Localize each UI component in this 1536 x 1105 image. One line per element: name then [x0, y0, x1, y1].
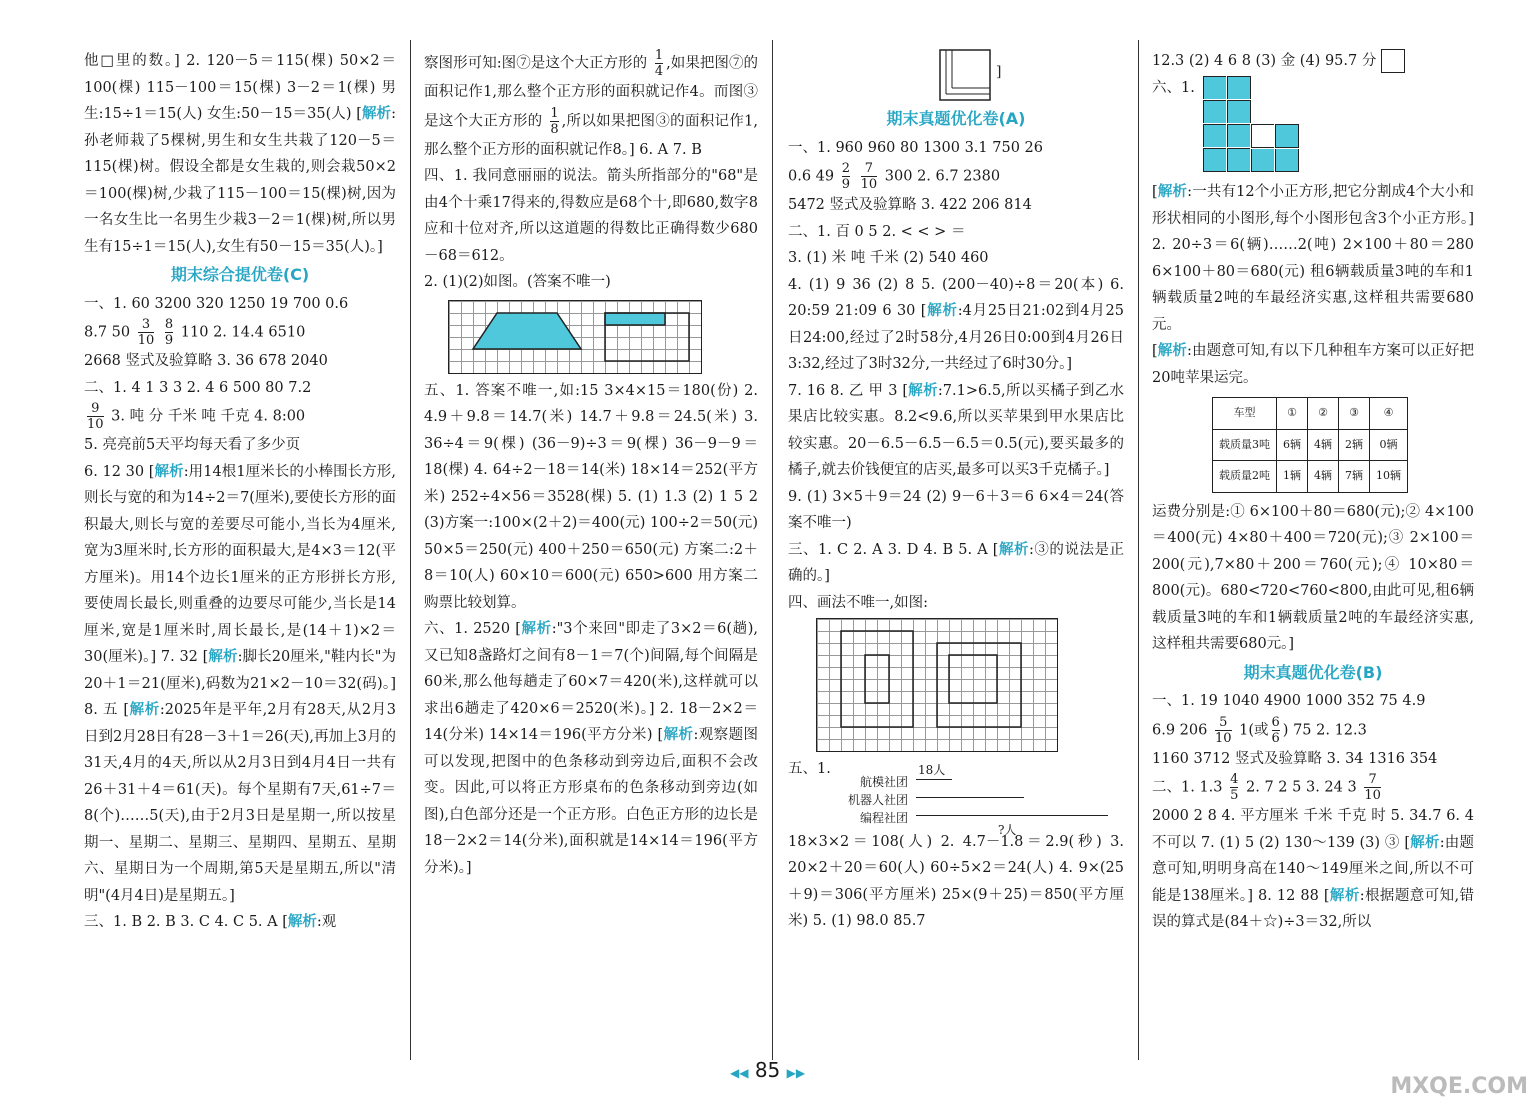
answer-text: 五、1.: [788, 761, 831, 777]
fraction: $\frac{7}{10}$: [860, 161, 878, 192]
table-cell: 10辆: [1370, 461, 1408, 493]
page-number: [730, 1058, 805, 1082]
fraction: $\frac{4}{5}$: [1230, 772, 1239, 803]
fraction: $\frac{2}{9}$: [841, 161, 851, 192]
checkbox-icon: [1381, 49, 1405, 73]
answer-text: 六、1. 2520 [解析:"3个来回"即走了3×2＝6(趟),又已知8盏路灯之间有8－1＝7(个)间隔,每个间隔是60米,那么他每趟走了60×7＝420(米),这样就可以求出6趟走了420×6＝2520(米)。] 2. 18－2×2＝14(分米) 14×14＝196(平方分米) [解析:观察题图可以发现,把图中的色条移动到旁边后,面积不会改变。因此,可以将正方形桌布的色条移动到旁边(如图),白色部分还是一个正方形。白色正方形的边长是18－2×2＝14(分米),面积就是14×14＝196(平方分米)。]: [424, 620, 759, 876]
answer-text: 察图形可知:图⑦是这个大正方形的 $\frac{1}{4}$ ,如果把图⑦的面积记作1,那么整个正方形的面积就记作4。而图③是这个大正方形的 $\frac{1}{8}$ ,所以如果把图③的面积记作1,那么整个正方形的面积就记作8。] 6. A 7. B: [424, 48, 759, 158]
column-divider: [772, 40, 773, 1060]
table-row: [1213, 461, 1408, 493]
square-figure: [938, 48, 1124, 104]
nested-square-icon: [938, 48, 1008, 104]
rental-table: [1212, 397, 1408, 493]
answer-text: 8.7 50 $\frac{3}{10}$ $\frac{8}{9}$ 110 2. 14.4 6510: [84, 317, 306, 348]
column-2: [424, 48, 758, 881]
bar-segment: [916, 779, 952, 780]
answer-text: 0.6 49 $\frac{2}{9}$ $\frac{7}{10}$ 300 2. 6.7 2380: [788, 161, 1001, 192]
svg-text:]: ]: [996, 64, 1002, 80]
column-3: [788, 48, 1124, 935]
answer-text: 运费分别是:① 6×100＋80＝680(元);② 4×100＝400(元) 4×80＋400＝720(元);③ 2×100＝200(元),7×80＋200＝760(元);④ 10×80＝800(元)。680<720<760<800,由此可见,租6辆载质量3吨的车和1辆载质量2吨的车最经济实惠,这样租共需要680元。]: [1152, 503, 1474, 652]
bar-segment: [916, 815, 1108, 816]
table-row: [1213, 429, 1408, 461]
fraction: $\frac{9}{10}$: [87, 401, 104, 432]
answer-text: 6.9 206 $\frac{5}{10}$ 1(或 $\frac{6}{6}$ ) 75 2. 12.3: [1152, 714, 1367, 746]
table-cell: 4辆: [1308, 461, 1339, 493]
table-cell: ①: [1277, 398, 1308, 430]
table-cell: ③: [1339, 398, 1370, 430]
answer-text: [解析:由题意可知,有以下几种租车方案可以正好把20吨苹果运完。: [1152, 342, 1475, 386]
prev-arrow-icon: ◀◀: [730, 1066, 749, 1080]
answer-text: 他□里的数。] 2. 120－5＝115(棵) 50×2＝100(棵) 115－100＝15(棵) 3－2＝1(棵) 男生:15÷1＝15(人) 女生:50－15＝35(人) [解析:孙老师栽了5棵树,男生和女生共栽了120－5＝115(棵)树。假设全都是女生栽的,则会栽50×2＝100(棵)树,少栽了115－100＝15(棵)树,因为一名女生比一名男生少栽3－2＝1(棵)树,所以男生有15÷1＝15(人),女生有50－15＝35(人)。]: [84, 53, 397, 255]
table-cell: 2辆: [1339, 429, 1370, 461]
answer-text: 12.3 (2) 4 6 8 (3) 金 (4) 95.7 分: [1152, 48, 1474, 75]
answer-text: 一、1. 19 1040 4900 1000 352 75 4.9: [1152, 693, 1426, 709]
answer-text: 一、1. 60 3200 320 1250 19 700 0.6: [84, 295, 349, 312]
answer-text: 五、1. 答案不唯一,如:15 3×4×15＝180(份) 2. 4.9＋9.8＝14.7(米) 14.7＋9.8＝24.5(米) 3. 36÷4＝9(棵) (36－9)÷3＝9(棵) 36－9－9＝18(棵) 4. 64÷2－18＝14(米) 18×14＝252(平方米) 252÷4×56＝3528(棵) 5. (1) 1.3 (2) 1 5 2 (3)方案一:100×(2＋2)＝400(元) 100÷2＝50(元) 50×5＝250(元) 400＋250＝650(元) 方案二:2＋8＝10(人) 60×10＝600(元) 650>600 用方案二购票比较划算。: [424, 382, 758, 611]
answer-text: 三、1. C 2. A 3. D 4. B 5. A [解析:③的说法是正确的。]: [788, 540, 1125, 584]
section-heading: 期末真题优化卷(A): [886, 109, 1026, 128]
bar-diagram: [818, 757, 1124, 837]
next-arrow-icon: ▶▶: [786, 1066, 806, 1080]
table-cell: 载质量2吨: [1213, 461, 1277, 493]
bar-label: 机器人社团: [847, 792, 908, 807]
answer-text: 9. (1) 3×5＋9＝24 (2) 9－6＋3＝6 6×4＝24(答案不唯一): [788, 488, 1124, 531]
grid-squares: [817, 619, 1057, 751]
answer-text: 一、1. 960 960 80 1300 3.1 750 26: [788, 139, 1043, 156]
answer-text: 18×3×2＝108(人) 2. 4.7－1.8＝2.9(秒) 3. 20×2＋20＝60(人) 60÷5×2＝24(人) 4. 9×(25＋9)＝306(平方厘米) 25×(9＋25)＝850(平方厘米) 5. (1) 98.0 85.7: [788, 833, 1124, 929]
fraction: $\frac{1}{4}$: [654, 48, 664, 79]
table-cell: 7辆: [1339, 461, 1370, 493]
table-cell: ④: [1370, 398, 1408, 430]
table-cell: 6辆: [1277, 429, 1308, 461]
answer-text: 2. (1)(2)如图。(答案不唯一): [424, 274, 611, 290]
section-heading: 期末综合提优卷(C): [170, 265, 310, 284]
bar-label: 18人: [918, 762, 946, 777]
answer-text: 六、1.: [1152, 79, 1195, 96]
bar-label: ?人: [998, 822, 1017, 837]
trapezoid-grid-figure: [448, 300, 702, 374]
bar-segment: [916, 797, 1024, 798]
answer-text: 7. 16 8. 乙 甲 3 [解析:7.1>6.5,所以买橘子到乙水果店比较实惠。8.2<9.6,所以买苹果到甲水果店比较实惠。20－6.5－6.5－6.5＝0.5(元),要买最多的橘子,就去价钱便宜的店买,最多可以买3千克橘子。]: [788, 381, 1124, 478]
answer-text: 5472 竖式及验算略 3. 422 206 814: [788, 197, 1032, 213]
fraction: $\frac{5}{10}$: [1214, 714, 1232, 746]
watermark: MXQE.COM: [1390, 1074, 1528, 1099]
fraction: $\frac{7}{10}$: [1364, 772, 1381, 803]
table-cell: 车型: [1213, 398, 1277, 430]
table-cell: ②: [1308, 398, 1339, 430]
fraction: $\frac{3}{10}$: [137, 317, 155, 348]
answer-text: 1160 3712 竖式及验算略 3. 34 1316 354: [1152, 750, 1438, 767]
answer-text: 四、画法不唯一,如图:: [788, 594, 928, 611]
answer-text: 5. 亮亮前5天平均每天看了多少页: [84, 437, 301, 453]
answer-text: 3. (1) 米 吨 千米 (2) 540 460: [788, 250, 989, 266]
answer-text: 四、1. 我同意丽丽的说法。箭头所指部分的"68"是由4个十乘17得来的,得数应是68个十,即680,数字8应和十位对齐,所以这道题的得数比正确得数少680－68＝612。: [424, 168, 758, 264]
answer-text: $\frac{9}{10}$ 3. 吨 分 千米 吨 千克 4. 8:00: [87, 401, 306, 432]
answer-text: 4. (1) 9 36 (2) 8 5. (200－40)÷8＝20(本) 6. 20:59 21:09 6 30 [解析:4月25日21:02到4月25日24:00,经过了2时58分,4月26日0:00到4月26日3:32,经过了3时32分,一共经过了6时30分。]: [788, 276, 1125, 372]
square-grid-figure: [816, 618, 1058, 752]
answer-text: 二、1. 4 1 3 3 2. 4 6 500 80 7.2: [84, 379, 312, 396]
answer-text: 二、1. 1.3 $\frac{4}{5}$ 2. 7 2 5 3. 24 3 $\frac{7}{10}$: [1152, 772, 1381, 803]
fraction: $\frac{1}{8}$: [550, 105, 559, 137]
l-shape-figure: [1202, 75, 1302, 175]
column-divider: [1138, 40, 1139, 1060]
table-cell: 0辆: [1370, 429, 1408, 461]
section-heading: 期末真题优化卷(B): [1243, 662, 1383, 682]
column-1: [84, 48, 396, 936]
table-cell: 载质量3吨: [1213, 429, 1277, 461]
table-row: [1213, 398, 1408, 430]
answer-text: 6. 12 30 [解析:用14根1厘米长的小棒围长方形,则长与宽的和为14÷2＝7(厘米),要使长方形的面积最大,则长与宽的差要尽可能小,当长为4厘米,宽为3厘米时,长方形的面积最大,是4×3＝12(平方厘米)。用14个边长1厘米的正方形拼长方形,要使周长最长,则重叠的边要尽可能少,当长是14厘米,宽是1厘米时,周长最长,是(14＋1)×2＝30(厘米)。] 7. 32 [解析:脚长20厘米,"鞋内长"为20＋1＝21(厘米),码数为21×2－10＝32(码)。] 8. 五 [解析:2025年是平年,2月有28天,从2月3日到2月28日有28－3＋1＝26(天),再加上3月的31天,4月的4天,所以从2月3日到4月4日一共有26＋31＋4＝61(天)。每个星期有7天,61÷7＝8(个)……5(天),由于2月3日是星期一,所以按星期一、星期二、星期三、星期四、星期五、星期六、星期日为一个周期,第5天是星期五,所以"清明"(4月4日)是星期五。]: [84, 462, 396, 904]
answer-text: [解析:一共有12个小正方形,把它分割成4个大小和形状相同的小图形,每个小图形包含3个小正方形。] 2. 20÷3＝6(辆)……2(吨) 2×100＋80＝280 6×100＋80＝680(元) 租6辆载质量3吨的车和1辆载质量2吨的车最经济实惠,这样租共需要680元。: [1152, 183, 1475, 333]
column-divider: [410, 40, 411, 1060]
answer-text: 三、1. B 2. B 3. C 4. C 5. A [解析:观: [84, 913, 337, 930]
table-cell: 1辆: [1277, 461, 1308, 493]
bar-label: 航模社团: [859, 774, 908, 789]
answer-text: 2668 竖式及验算略 3. 36 678 2040: [84, 353, 328, 369]
fraction: $\frac{8}{9}$: [164, 317, 174, 348]
answer-text: 2000 2 8 4. 平方厘米 千米 千克 时 5. 34.7 6. 4 不可以 7. (1) 5 (2) 130～139 (3) ③ [解析:由题意可知,明明身高在140～149厘米之间,所以不可能是138厘米。] 8. 12 88 [解析:根据题意可知,错误的算式是(84＋☆)÷3＝32,所以: [1152, 808, 1474, 930]
table-cell: 4辆: [1308, 429, 1339, 461]
column-4: [1152, 48, 1474, 936]
bar-label: 编程社团: [859, 810, 908, 825]
trapezoid-shapes: [449, 301, 701, 373]
answer-text: 二、1. 百 0 5 2. < < > ＝: [788, 223, 966, 240]
page-number-text: 85: [754, 1058, 781, 1082]
fraction: $\frac{6}{6}$: [1271, 714, 1280, 746]
